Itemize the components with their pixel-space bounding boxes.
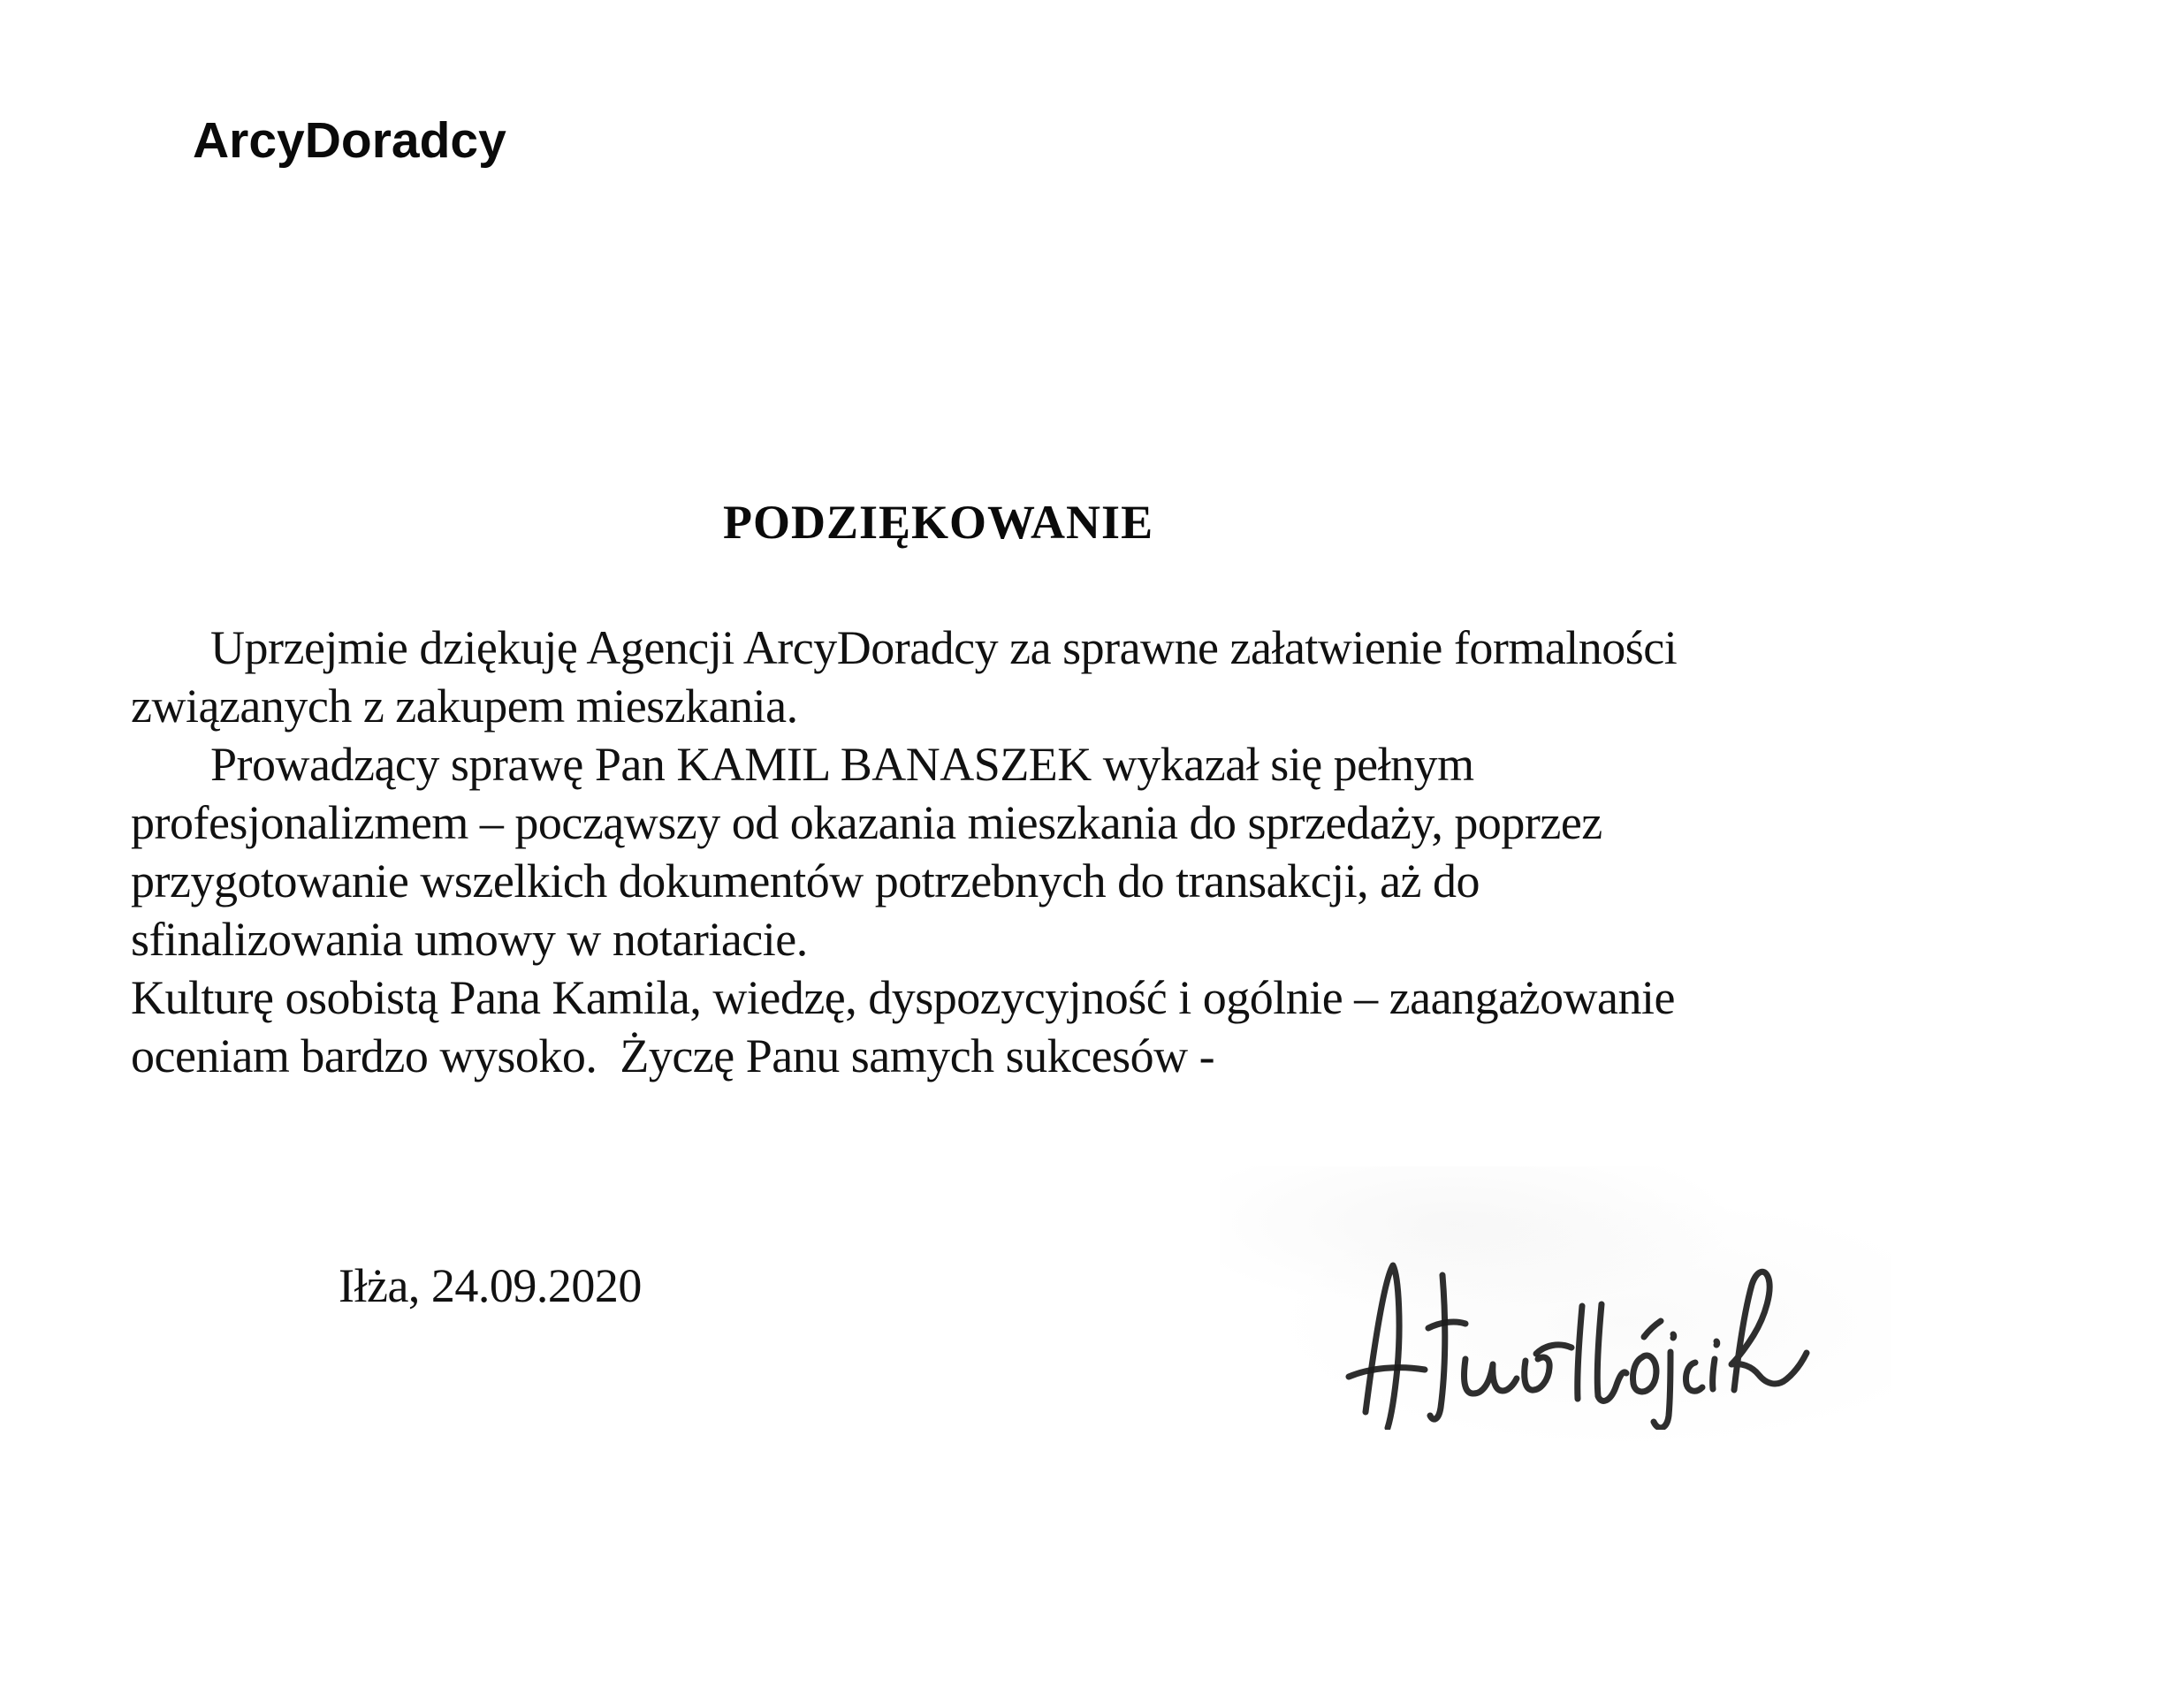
body-line: związanych z zakupem mieszkania. <box>131 680 798 733</box>
signature-area <box>1220 1166 1891 1449</box>
body-line: Prowadzący sprawę Pan KAMIL BANASZEK wykazał się pełnym <box>210 738 1474 791</box>
body-line: oceniam bardzo wysoko. Życzę Panu samych sukcesów - <box>131 1029 1215 1082</box>
place-and-date: Iłża, 24.09.2020 <box>339 1259 642 1312</box>
body-line: profesjonalizmem – począwszy od okazania mieszkania do sprzedaży, poprzez <box>131 796 1602 849</box>
page-title: PODZIĘKOWANIE <box>723 496 1154 549</box>
signature-handwriting-icon <box>1317 1235 1812 1430</box>
body-line: sfinalizowania umowy w notariacie. <box>131 913 808 966</box>
letter-body <box>131 619 2058 1085</box>
body-line: przygotowanie wszelkich dokumentów potrzebnych do transakcji, aż do <box>131 854 1480 907</box>
body-line: Uprzejmie dziękuję Agencji ArcyDoradcy za sprawne załatwienie formalności <box>210 621 1678 674</box>
body-line: Kulturę osobistą Pana Kamila, wiedzę, dyspozycyjność i ogólnie – zaangażowanie <box>131 971 1675 1024</box>
company-logo: ArcyDoradcy <box>193 112 506 169</box>
